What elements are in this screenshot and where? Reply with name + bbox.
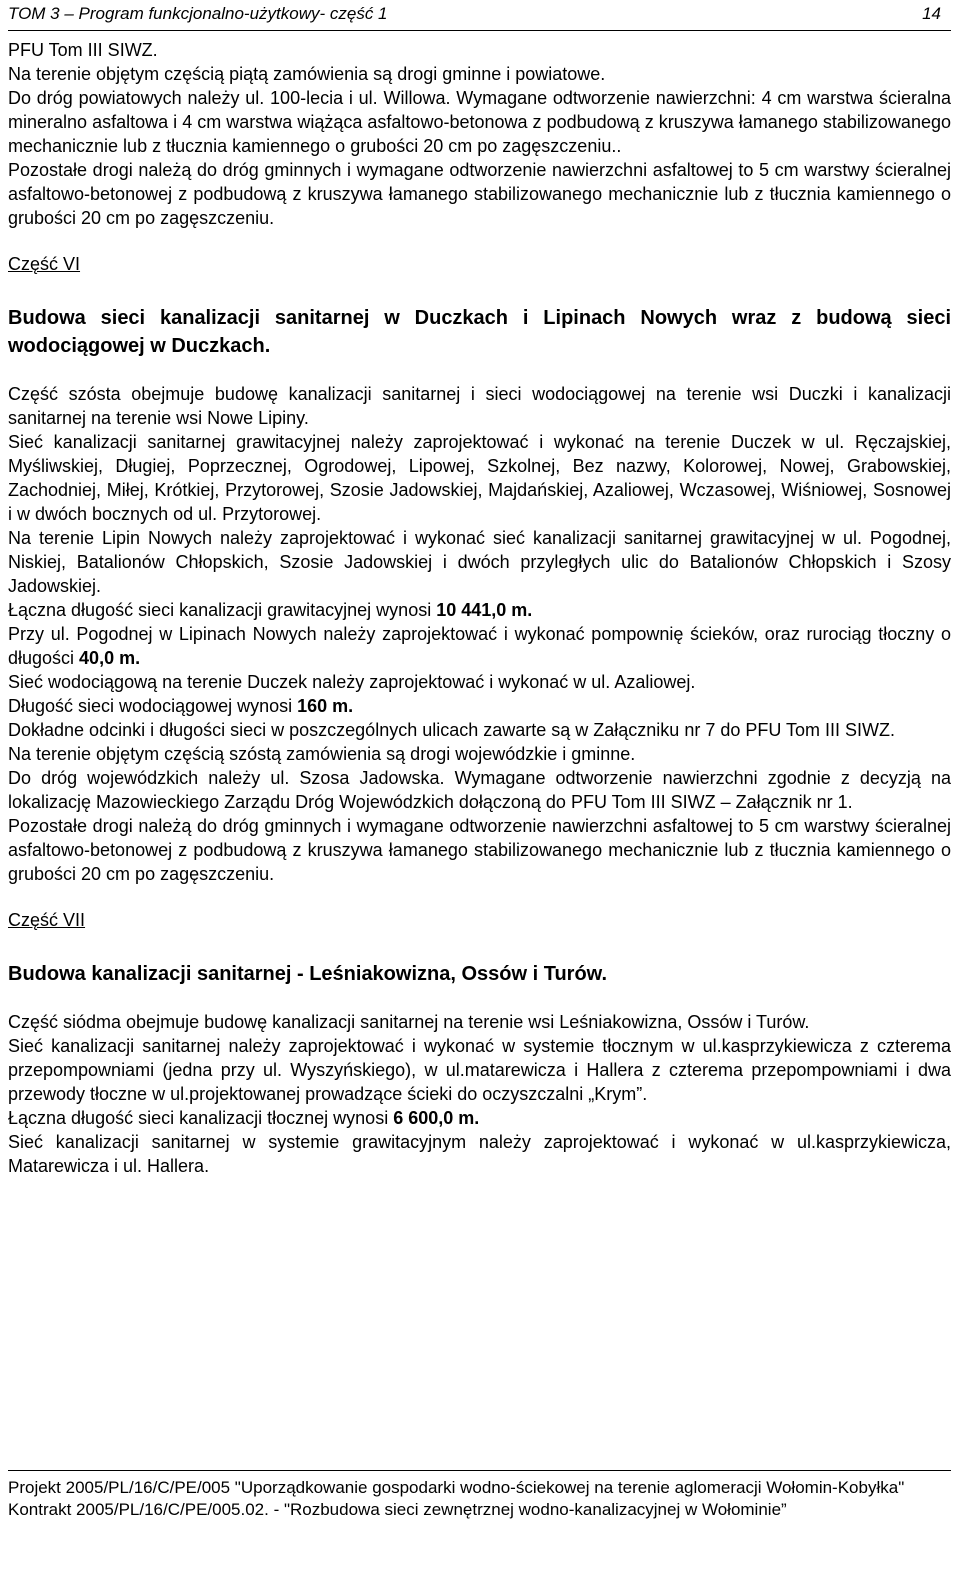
- section-heading-part-6: Budowa sieci kanalizacji sanitarnej w Duczkach i Lipinach Nowych wraz z budową sieci wodociągowej w Duczkach.: [8, 307, 951, 357]
- section-label-part-7: Część VII: [8, 910, 86, 930]
- text: Długość sieci wodociągowej wynosi: [8, 696, 298, 716]
- paragraph: Do dróg powiatowych należy ul. 100-lecia i ul. Willowa. Wymagane odtworzenie nawierzchni: 4 cm warstwa ścieralna mineralno asfaltowa i 4 cm warstwa wiążąca asfaltowo-betonowa z podbudową z kruszywa łamanego stabilizowanego mechanicznie lub z tłucznia kamiennego o grubości 20 cm po zagęszczeniu..: [8, 88, 951, 156]
- section-heading-part-7: Budowa kanalizacji sanitarnej - Leśniakowizna, Ossów i Turów.: [8, 963, 608, 985]
- paragraph: Do dróg wojewódzkich należy ul. Szosa Jadowska. Wymagane odtworzenie nawierzchni zgodnie z decyzją na lokalizację Mazowieckiego Zarządu Dróg Wojewódzkich dołączoną do PFU Tom III SIWZ – Załącznik nr 1.: [8, 768, 951, 812]
- paragraph: Pozostałe drogi należą do dróg gminnych i wymagane odtworzenie nawierzchni asfaltowej to 5 cm warstwy ścieralnej asfaltowo-betonowej z podbudową z kruszywa łamanego stabilizowanego mechanicznie lub z tłucznia kamiennego o grubości 20 cm po zagęszczeniu.: [8, 816, 951, 884]
- header-title: TOM 3 – Program funkcjonalno-użytkowy- część 1: [8, 4, 388, 23]
- paragraph: PFU Tom III SIWZ.: [8, 40, 158, 60]
- length-value: 160 m.: [297, 696, 354, 716]
- page-header: [8, 0, 951, 31]
- text: Łączna długość sieci kanalizacji tłocznej wynosi: [8, 1108, 394, 1128]
- paragraph: Sieć kanalizacji sanitarnej w systemie grawitacyjnym należy zaprojektować i wykonać w ul.kasprzykiewicza, Matarewicza i ul. Hallera.: [8, 1132, 951, 1176]
- paragraph: Na terenie objętym częścią szóstą zamówienia są drogi wojewódzkie i gminne.: [8, 744, 636, 764]
- paragraph: Sieć kanalizacji sanitarnej należy zaprojektować i wykonać w systemie tłocznym w ul.kasprzykiewicza z czterema przepompowniami (jedna przy ul. Wyszyńskiego), w ul.matarewicza i Hallera z czterema przepompowniami i dwa przewody tłoczne w ul.projektowanej prowadzące ścieki do oczyszczalni „Krym”.: [8, 1036, 951, 1104]
- length-value: 6 600,0 m.: [393, 1108, 480, 1128]
- paragraph: Pozostałe drogi należą do dróg gminnych i wymagane odtworzenie nawierzchni asfaltowej to 5 cm warstwy ścieralnej asfaltowo-betonowej z podbudową z kruszywa łamanego stabilizowanego mechanicznie lub z tłucznia kamiennego o grubości 20 cm po zagęszczeniu.: [8, 160, 951, 228]
- footer-contract-line: Kontrakt 2005/PL/16/C/PE/005.02. - "Rozbudowa sieci zewnętrznej wodno-kanalizacyjnej w Wołominie”: [8, 1500, 787, 1519]
- paragraph: Sieć kanalizacji sanitarnej grawitacyjnej należy zaprojektować i wykonać na terenie Duczek w ul. Ręczajskiej, Myśliwskiej, Długiej, Poprzecznej, Ogrodowej, Lipowej, Szkolnej, Bez nazwy, Kolorowej, Nowej, Grabowskiej, Zachodniej, Miłej, Krótkiej, Przytorowej, Szosie Jadowskiej, Majdańskiej, Azaliowej, Wczasowej, Wiśniowej, Sosnowej i w dwóch bocznych od ul. Przytorowej.: [8, 432, 951, 524]
- page-number: 14: [922, 4, 941, 23]
- footer-project-line: Projekt 2005/PL/16/C/PE/005 "Uporządkowanie gospodarki wodno-ściekowej na terenie aglomeracji Wołomin-Kobyłka": [8, 1478, 905, 1497]
- paragraph: [8, 622, 951, 670]
- page-footer: [8, 1470, 951, 1521]
- paragraph: Sieć wodociągową na terenie Duczek należy zaprojektować i wykonać w ul. Azaliowej.: [8, 672, 696, 692]
- document-body: [8, 38, 951, 1178]
- text: Przy ul. Pogodnej w Lipinach Nowych należy zaprojektować i wykonać pompownię ścieków, oraz rurociąg tłoczny o długości: [8, 624, 951, 668]
- paragraph: [8, 1106, 951, 1130]
- paragraph: Część szósta obejmuje budowę kanalizacji sanitarnej i sieci wodociągowej na terenie wsi Duczki i kanalizacji sanitarnej na terenie wsi Nowe Lipiny.: [8, 384, 951, 428]
- paragraph: [8, 598, 951, 622]
- paragraph: Na terenie Lipin Nowych należy zaprojektować i wykonać sieć kanalizacji sanitarnej grawitacyjnej w ul. Pogodnej, Niskiej, Batalionów Chłopskich, Szosie Jadowskiej i dwóch przyległych ulic do Batalionów Chłopskich i Szosy Jadowskiej.: [8, 528, 951, 596]
- text: Łączna długość sieci kanalizacji grawitacyjnej wynosi: [8, 600, 437, 620]
- paragraph: Dokładne odcinki i długości sieci w poszczególnych ulicach zawarte są w Załączniku nr 7 do PFU Tom III SIWZ.: [8, 720, 896, 740]
- paragraph: Na terenie objętym częścią piątą zamówienia są drogi gminne i powiatowe.: [8, 64, 606, 84]
- paragraph: [8, 694, 951, 718]
- length-value: 10 441,0 m.: [436, 600, 533, 620]
- section-label-part-6: Część VI: [8, 254, 81, 274]
- paragraph: Część siódma obejmuje budowę kanalizacji sanitarnej na terenie wsi Leśniakowizna, Ossów i Turów.: [8, 1012, 810, 1032]
- length-value: 40,0 m.: [79, 648, 141, 668]
